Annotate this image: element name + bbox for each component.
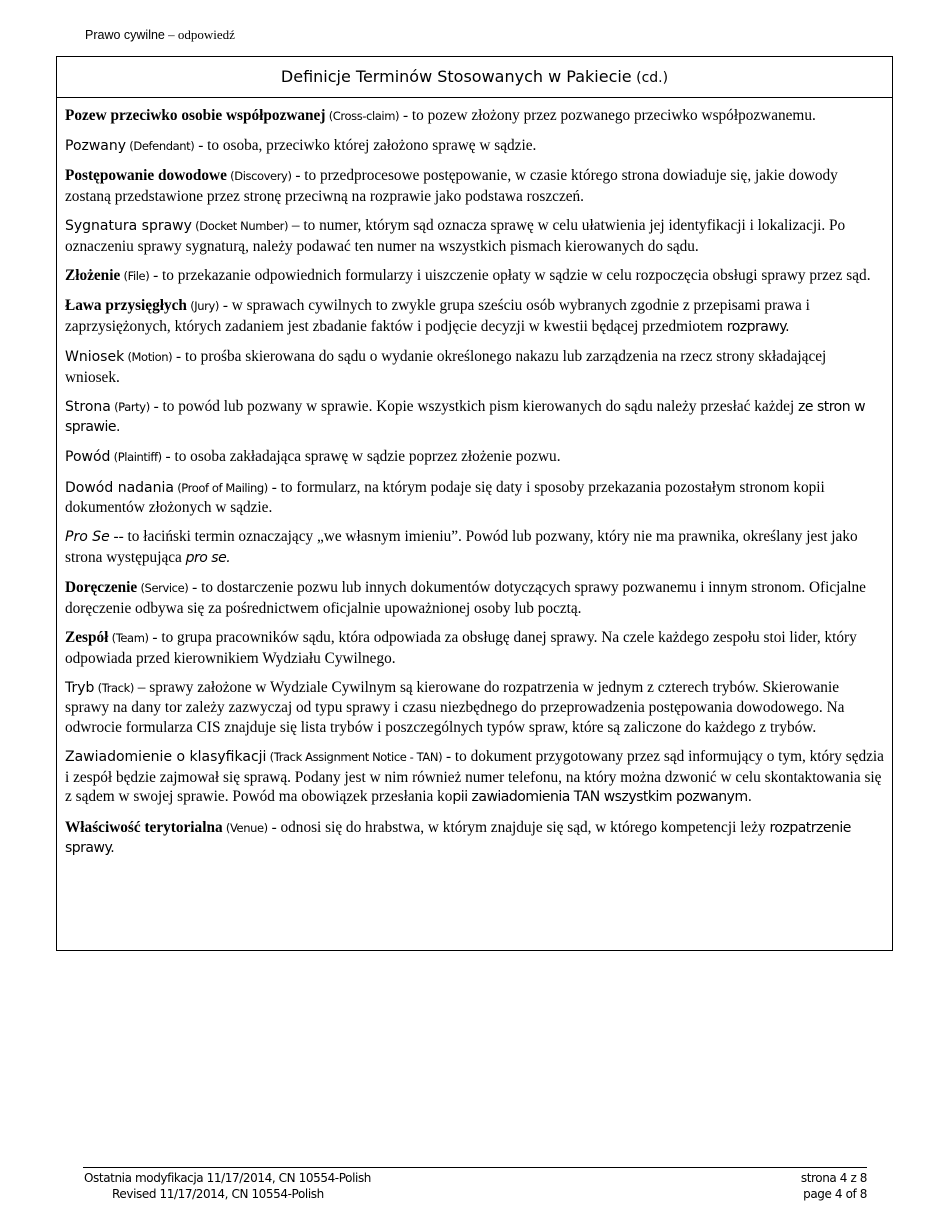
definition-text: - to dokument przygotowany przez sąd informujący o tym, który sędzia i zespół będzie zajmował się sprawą. Podany jest w nim również numer telefonu, na który można dzwonić w celu skontaktowania się z sądem w swojej sprawie. Powód ma obowiązek przesłania ko [65, 748, 884, 806]
definition-entry [65, 266, 884, 287]
definition-text: - odnosi się do hrabstwa, w którym znajduje się sąd, w którego kompetencji leży [267, 818, 770, 836]
definition-entry [65, 216, 884, 256]
page-number-en: page 4 of 8 [803, 1187, 867, 1201]
definition-text: - w sprawach cywilnych to zwykle grupa sześciu osób wybranych zgodnie z przepisami prawa i zaprzysiężonych, których zadaniem jest zbadanie faktów i podjęcie decyzji w kwestii będącej przedmiotem [65, 297, 810, 335]
definition-term: Sygnatura sprawy [65, 218, 192, 235]
definition-entry [65, 478, 884, 518]
definition-text: - to osoba zakładająca sprawę w sądzie poprzez złożenie pozwu. [161, 448, 561, 466]
definition-text: - to przedprocesowe postępowanie, w czasie którego strona dowiaduje się, jakie dowody zostaną przedstawione przez stronę przeciwną na rozprawie jako podstawa roszczeń. [65, 167, 838, 205]
definition-term: Wniosek [65, 348, 125, 365]
english-term: (Discovery) [226, 169, 292, 184]
definition-entry [65, 397, 884, 438]
english-term: (Service) [137, 581, 189, 596]
english-term: (Party) [110, 399, 150, 414]
definition-entry [65, 347, 884, 387]
english-term: (Motion) [124, 349, 173, 364]
definition-text: - to przekazanie odpowiednich formularzy i uiszczenie opłaty w sądzie w celu rozpoczęcia obsługi sprawy przez sąd. [149, 266, 871, 284]
box-title-suffix: (cd.) [631, 70, 669, 86]
header-subtitle: odpowiedź [177, 27, 235, 42]
definition-entry [65, 578, 884, 618]
box-title-text: Definicje Terminów Stosowanych w Pakiecie [280, 67, 632, 86]
english-term: (Defendant) [126, 139, 195, 154]
definitions-box [56, 56, 893, 951]
english-term: (Plaintiff) [110, 450, 162, 465]
definition-entry [65, 106, 884, 127]
definitions-list [57, 98, 892, 859]
definition-entry [65, 296, 884, 337]
footer-right [801, 1170, 867, 1202]
page-number-pl: strona 4 z 8 [800, 1171, 867, 1185]
page-header [85, 27, 235, 43]
definition-tail: pii zawiadomienia TAN wszystkim pozwanym. [452, 789, 752, 806]
definition-term: Strona [65, 398, 111, 415]
english-term: (Track Assignment Notice - TAN) [266, 750, 443, 765]
footer-left [84, 1170, 371, 1202]
definition-tail: ze stron w sprawie. [65, 398, 866, 436]
header-dash: – [164, 27, 178, 42]
definition-entry [65, 678, 884, 738]
english-term: (Venue) [222, 820, 268, 835]
definition-term: Zespół [65, 629, 109, 646]
definition-text: - to grupa pracowników sądu, która odpowiada za obsługę danej sprawy. Na czele każdego zespołu stoi lider, który odpowiada przed kierownikiem Wydziału Cywilnego. [65, 629, 857, 667]
footer-revised-en: Revised 11/17/2014, CN 10554-Polish [112, 1187, 324, 1201]
english-term: (Jury) [186, 299, 219, 314]
definition-tail: rozpatrzenie sprawy. [65, 819, 851, 857]
definition-text: - to osoba, przeciwko której założono sprawę w sądzie. [194, 137, 537, 155]
definition-text: - to prośba skierowana do sądu o wydanie określonego nakazu lub zarządzenia na rzecz strony składającej wniosek. [65, 347, 827, 386]
definition-entry [65, 628, 884, 668]
english-term: (Track) [94, 680, 134, 695]
definition-entry [65, 447, 884, 468]
definition-term: Pro Se [65, 529, 110, 546]
definition-text: - to powód lub pozwany w sprawie. Kopie wszystkich pism kierowanych do sądu należy przesłać każdej [149, 397, 799, 415]
definition-term: Złożenie [65, 266, 121, 284]
definition-entry [65, 747, 884, 808]
definition-text: - to dostarczenie pozwu lub innych dokumentów dotyczących sprawy pozwanemu i innym stronom. Oficjalne doręczenie odbywa się za pośrednictwem oficjalnie upoważnionej osoby lub pocztą. [65, 579, 866, 617]
english-term: (Docket Number) [191, 219, 289, 234]
footer-modified-pl: Ostatnia modyfikacja 11/17/2014, CN 10554-Polish [84, 1171, 372, 1185]
definition-term: Ława przysięgłych [65, 297, 187, 315]
definition-text: -- to łaciński termin oznaczający „we własnym imieniu”. Powód lub pozwany, który nie ma prawnika, określany jest jako strona występująca [65, 528, 858, 567]
footer-divider [83, 1167, 867, 1168]
definition-entry [65, 166, 884, 206]
definition-term: Doręczenie [65, 579, 138, 597]
english-term: (Cross-claim) [325, 109, 400, 123]
definition-entry [65, 136, 884, 157]
definition-term: Dowód nadania [65, 479, 174, 496]
definition-text: – sprawy założone w Wydziale Cywilnym są kierowane do rozpatrzenia w jednym z czterech trybów. Skierowanie sprawy na dany tor zależy zazwyczaj od typu sprawy i czasu niezbędnego do przeprowadzenia postępowania dowodowego. Na odwrocie formularza CIS znajduje się lista trybów i poszczególnych typów spraw, które są zaliczone do każdego z trybów. [65, 678, 845, 736]
definition-text: - to pozew złożony przez pozwanego przeciwko współpozwanemu. [399, 107, 816, 124]
english-term: (File) [120, 268, 150, 283]
definition-term: Właściwość terytorialna [65, 818, 223, 836]
definition-term: Powód [65, 449, 111, 466]
header-title: Prawo cywilne [85, 28, 165, 42]
definition-term: Postępowanie dowodowe [65, 167, 227, 185]
definition-term: Pozew przeciwko osobie współpozwanej [65, 107, 326, 124]
box-title [57, 57, 892, 98]
definition-tail: pro se. [185, 550, 231, 567]
definition-term: Tryb [65, 679, 95, 696]
english-term: (Team) [108, 631, 149, 645]
definition-text: – to numer, którym sąd oznacza sprawę w celu ułatwienia jej identyfikacji i lokalizacji. Po oznaczeniu sprawy sygnaturą, należy podawać ten numer na wszystkich pismach kierowanych do sądu. [65, 217, 846, 255]
definition-entry [65, 527, 884, 568]
definition-term: Pozwany [65, 138, 127, 155]
definition-text: - to formularz, na którym podaje się daty i sposoby przekazania pozostałym stronom kopii dokumentów złożonych w sądzie. [65, 478, 825, 517]
definition-entry [65, 818, 884, 859]
definition-tail: rozprawy. [726, 318, 790, 335]
definition-term: Zawiadomienie o klasyfikacji [65, 749, 267, 766]
english-term: (Proof of Mailing) [173, 480, 268, 495]
